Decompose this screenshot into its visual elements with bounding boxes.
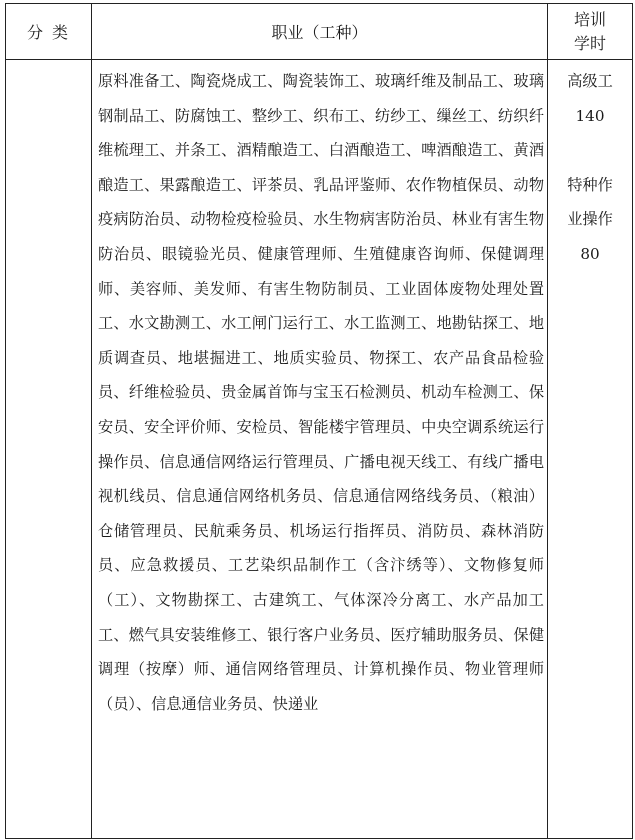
level-special-label-line1: 特种作	[567, 175, 613, 194]
header-category: 分 类	[26, 23, 71, 42]
level-senior-hours: 140	[575, 106, 605, 125]
header-occupation: 职业（工种）	[271, 23, 368, 42]
level-special-hours: 80	[580, 244, 600, 263]
header-divider	[6, 59, 632, 60]
header-training-hours	[548, 4, 632, 59]
level-senior-label: 高级工	[567, 72, 613, 90]
header-hours-line1: 培训	[573, 9, 606, 29]
hours-column	[548, 64, 632, 272]
training-hours-table	[5, 3, 633, 839]
occupation-list: 原料准备工、陶瓷烧成工、陶瓷装饰工、玻璃纤维及制品工、玻璃钢制品工、防腐蚀工、整纱工、织布工、纺纱工、缫丝工、纺织纤维梳理工、并条工、酒精酿造工、白酒酿造工、啤酒酿造工、黄酒酿造工、果露酿造工、评茶员、乳品评鉴师、农作物植保员、动物疫病防治员、动物检疫检验员、水生物病害防治员、林业有害生物防治员、眼镜验光员、健康管理师、生殖健康咨询师、保健调理师、美容师、美发师、有害生物防制员、工业固体废物处理处置工、水文勘测工、水工闸门运行工、水工监测工、地勘钻探工、地质调查员、地堪掘进工、地质实验员、物探工、农产品食品检验员、纤维检验员、贵金属首饰与宝玉石检测员、机动车检测工、保安员、安全评价师、安检员、智能楼宇管理员、中央空调系统运行操作员、信息通信网络运行管理员、广播电视天线工、有线广播电视机线员、信息通信网络机务员、信息通信网络线务员、（粮油）仓储管理员、民航乘务员、机场运行指挥员、消防员、森林消防员、应急救援员、工艺染织品制作工（含汴绣等）、文物修复师（工）、文物勘探工、古建筑工、气体深冷分离工、水产品加工工、燃气具安装维修工、银行客户业务员、医疗辅助服务员、保健调理（按摩）师、通信网络管理员、计算机操作员、物业管理师（员）、信息通信业务员、快递业	[98, 72, 544, 713]
level-special-label-line2: 业操作	[567, 210, 613, 229]
column-divider	[91, 4, 92, 838]
header-hours-line2: 学时	[573, 33, 606, 53]
